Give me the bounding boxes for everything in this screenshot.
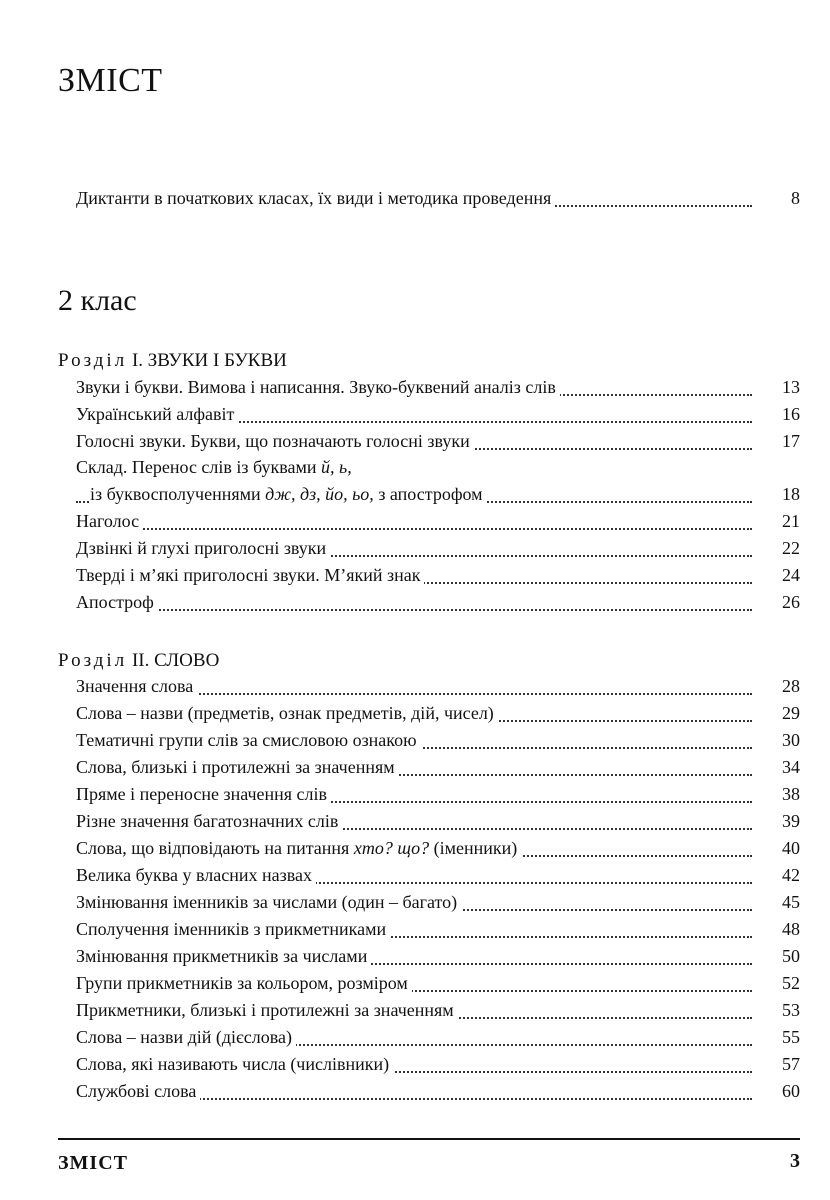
- toc-entry-page: 34: [782, 757, 800, 777]
- toc-entry-page: 29: [782, 703, 800, 723]
- toc-entry[interactable]: [76, 565, 800, 591]
- section-prefix: Розділ: [58, 650, 128, 671]
- toc-entry-page: 55: [782, 1027, 800, 1047]
- grade-title: 2 клас: [58, 284, 137, 317]
- toc-entry-title: Змінювання прикметників за числами: [76, 946, 371, 967]
- toc-entry[interactable]: [76, 973, 800, 999]
- toc-entry-title: Диктанти в початкових класах, їх види і методика проведення: [76, 188, 555, 209]
- toc-entry[interactable]: [76, 431, 800, 457]
- toc-entry[interactable]: [76, 730, 800, 756]
- toc-entry-title: Велика буква у власних назвах: [76, 865, 316, 886]
- page-title: ЗМІСТ: [58, 62, 163, 99]
- toc-entry-title: Слова, які називають числа (числівники): [76, 1054, 393, 1075]
- section-name: СЛОВО: [154, 650, 220, 671]
- toc-entry-page: 17: [782, 431, 800, 451]
- toc-entry-page: 22: [782, 538, 800, 558]
- toc-entry-title: Слова – назви (предметів, ознак предметів, дій, чисел): [76, 703, 498, 724]
- toc-entry[interactable]: [76, 377, 800, 403]
- toc-entry-text: із буквосполученнями: [90, 484, 266, 504]
- section-prefix: Розділ: [58, 350, 128, 371]
- toc-entry-title: Службові слова: [76, 1081, 200, 1102]
- page-number: 3: [790, 1150, 800, 1172]
- toc-entry-italic: дж, дз, йо, ьо,: [265, 484, 374, 504]
- toc-entry-page: 24: [782, 565, 800, 585]
- dot-leader: [76, 609, 752, 611]
- toc-entry[interactable]: [76, 703, 800, 729]
- toc-entry-text: з апострофом: [373, 484, 483, 504]
- toc-entry-text: Склад. Перенос слів із буквами: [76, 457, 322, 477]
- toc-entry-text: Слова, що відповідають на питання: [76, 838, 354, 858]
- toc-entry[interactable]: [76, 919, 800, 945]
- toc-entry[interactable]: [76, 484, 800, 510]
- toc-entry-title: Тверді і м’які приголосні звуки. М’який знак: [76, 565, 424, 586]
- toc-entry-title: Групи прикметників за кольором, розміром: [76, 973, 412, 994]
- section-heading: [58, 650, 219, 672]
- toc-entry[interactable]: [76, 676, 800, 702]
- toc-entry-title: Апостроф: [76, 592, 158, 613]
- section-numeral: І.: [131, 350, 144, 371]
- toc-entry-page: 39: [782, 811, 800, 831]
- toc-entry[interactable]: [76, 188, 800, 214]
- toc-entry-title: Слова, близькі і протилежні за значенням: [76, 757, 399, 778]
- toc-entry-page: 40: [782, 838, 800, 858]
- toc-entry-page: 16: [782, 404, 800, 424]
- toc-entry-title: Звуки і букви. Вимова і написання. Звуко-буквений аналіз слів: [76, 377, 560, 398]
- toc-entry-italic: й, ь,: [321, 457, 352, 477]
- toc-entry[interactable]: [76, 784, 800, 810]
- toc-entry-title: [90, 484, 487, 505]
- toc-entry-page: 45: [782, 892, 800, 912]
- toc-entry-page: 53: [782, 1000, 800, 1020]
- toc-entry[interactable]: [76, 946, 800, 972]
- toc-entry[interactable]: [76, 511, 800, 537]
- toc-entry-italic: хто? що?: [353, 838, 430, 858]
- toc-entry-page: 8: [791, 188, 800, 208]
- toc-entry-page: 60: [782, 1081, 800, 1101]
- toc-entry-title: Змінювання іменників за числами (один – багато): [76, 892, 461, 913]
- toc-entry[interactable]: [76, 757, 800, 783]
- toc-entry[interactable]: [76, 538, 800, 564]
- toc-entry-title: Значення слова: [76, 676, 197, 697]
- section-heading: [58, 350, 287, 372]
- toc-entry-title: Дзвінкі й глухі приголосні звуки: [76, 538, 330, 559]
- toc-entry-page: 30: [782, 730, 800, 750]
- toc-entry-title: Український алфавіт: [76, 404, 238, 425]
- toc-entry-title: Тематичні групи слів за смисловою ознакою: [76, 730, 421, 751]
- toc-entry-title: Прикметники, близькі і протилежні за значенням: [76, 1000, 458, 1021]
- toc-entry-title: Різне значення багатозначних слів: [76, 811, 342, 832]
- toc-entry-page: 38: [782, 784, 800, 804]
- toc-entry-page: 50: [782, 946, 800, 966]
- toc-entry-page: 48: [782, 919, 800, 939]
- toc-entry-page: 18: [782, 484, 800, 504]
- toc-entry-page: 26: [782, 592, 800, 612]
- toc-entry[interactable]: [76, 838, 800, 864]
- footer-label: ЗМІСТ: [58, 1152, 128, 1174]
- toc-entry-title: Голосні звуки. Букви, що позначають голосні звуки: [76, 431, 474, 452]
- toc-entry-page: 52: [782, 973, 800, 993]
- toc-entry-text: (іменники): [429, 838, 518, 858]
- toc-entry[interactable]: [76, 1000, 800, 1026]
- dot-leader: [76, 528, 752, 530]
- toc-entry-title-line1: [76, 457, 352, 478]
- toc-entry-title: Слова – назви дій (дієслова): [76, 1027, 296, 1048]
- toc-entry-page: 42: [782, 865, 800, 885]
- toc-entry[interactable]: [76, 1081, 800, 1107]
- toc-entry[interactable]: [76, 1054, 800, 1080]
- toc-entry-page: 21: [782, 511, 800, 531]
- toc-entry-page: 28: [782, 676, 800, 696]
- toc-entry[interactable]: [76, 404, 800, 430]
- toc-entry-title: Сполучення іменників з прикметниками: [76, 919, 390, 940]
- toc-entry-page: 13: [782, 377, 800, 397]
- toc-entry[interactable]: [76, 865, 800, 891]
- toc-entry-title: Наголос: [76, 511, 143, 532]
- toc-entry[interactable]: [76, 592, 800, 618]
- toc-entry[interactable]: [76, 811, 800, 837]
- toc-entry-title: Пряме і переносне значення слів: [76, 784, 331, 805]
- toc-entry-title: [76, 838, 521, 859]
- toc-entry-page: 57: [782, 1054, 800, 1074]
- footer-rule: [58, 1138, 800, 1140]
- section-numeral: ІІ.: [131, 650, 150, 671]
- toc-entry[interactable]: [76, 1027, 800, 1053]
- toc-entry[interactable]: [76, 892, 800, 918]
- section-name: ЗВУКИ І БУКВИ: [147, 350, 287, 371]
